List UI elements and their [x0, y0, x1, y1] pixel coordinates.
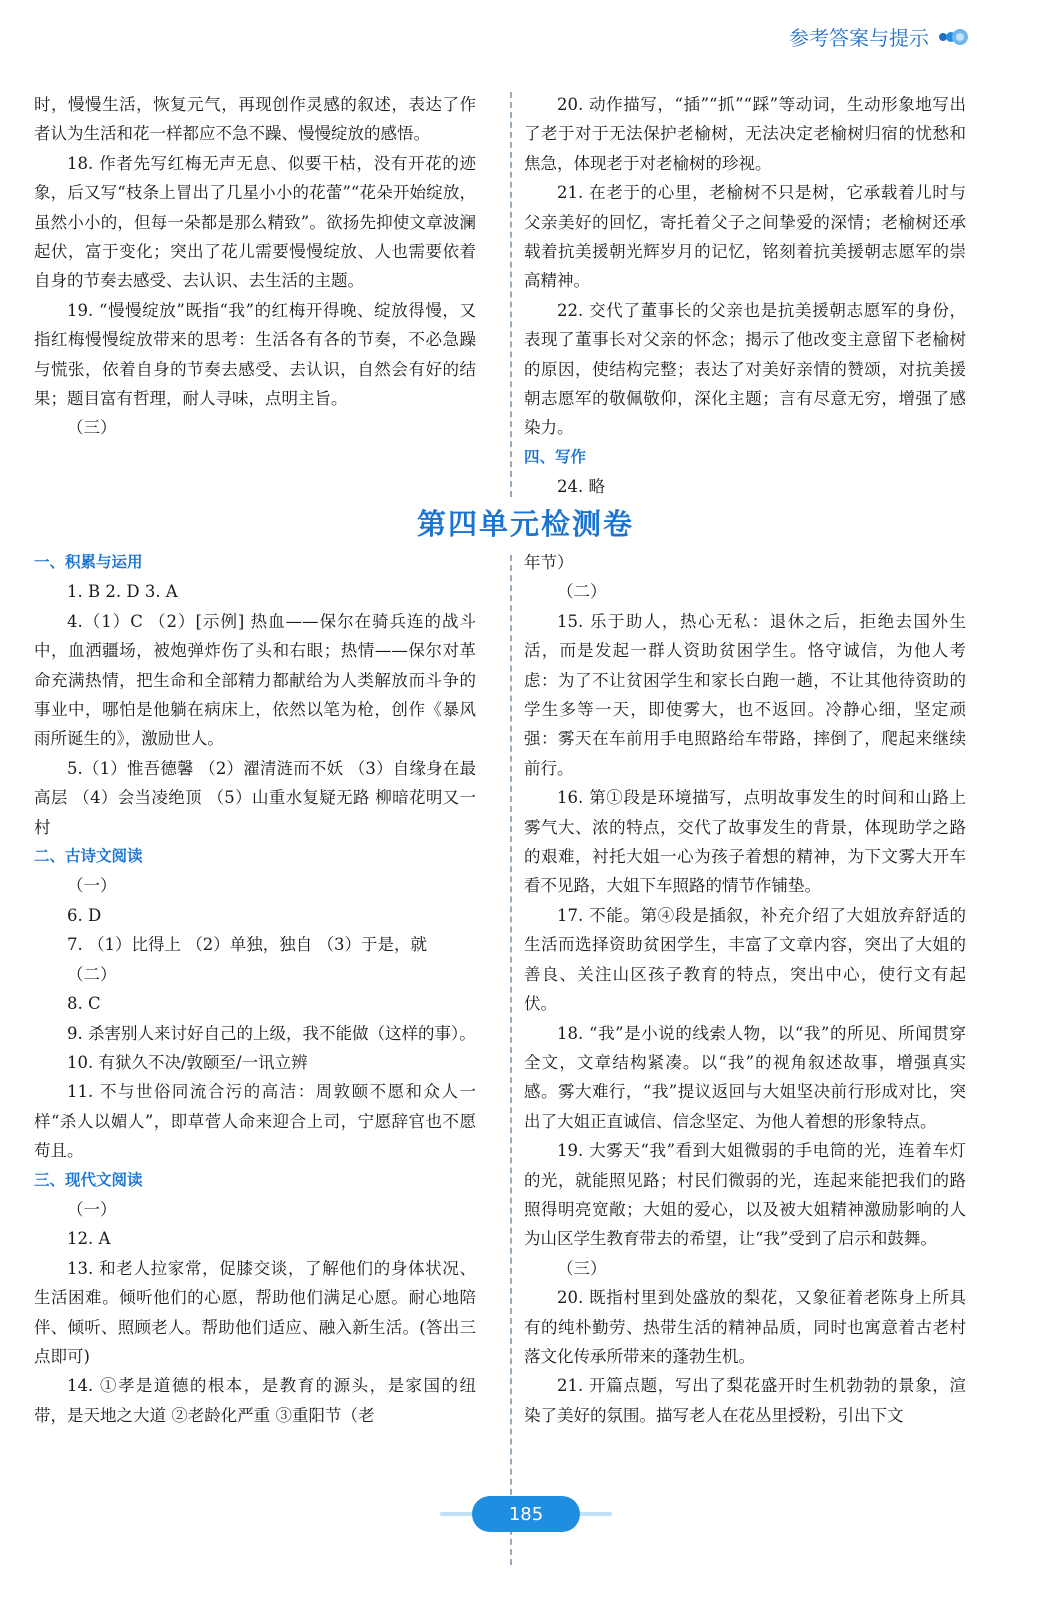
section-heading: 四、写作	[524, 447, 587, 466]
bottom-right-column	[524, 548, 966, 1430]
answer-paragraph: 21. 开篇点题，写出了梨花盛开时生机勃勃的景象，渲染了美好的氛围。描写老人在花丛里授粉，引出下文	[524, 1376, 966, 1425]
header-decoration-icon	[935, 26, 969, 48]
answer-paragraph: 8. C	[67, 994, 101, 1014]
section-heading: 一、积累与运用	[34, 553, 143, 571]
answer-paragraph: 16. 第①段是环境描写，点明故事发生的时间和山路上雾气大、浓的特点，交代了故事发生的背景，体现助学之路的艰难，衬托大姐一心为孩子着想的精神，为下文雾大开车看不见路，大姐下车照路的情节作铺垫。	[524, 788, 966, 896]
answer-paragraph: 12. A	[67, 1229, 111, 1249]
answer-paragraph: （三）	[67, 418, 117, 438]
answer-paragraph: 年节）	[524, 553, 574, 572]
bottom-left-column	[34, 548, 476, 1430]
section-heading: 二、古诗文阅读	[34, 847, 143, 866]
answer-paragraph: 7. （1）比得上 （2）单独，独自 （3）于是，就	[67, 935, 427, 955]
answer-paragraph: 21. 在老于的心里，老榆树不只是树，它承载着儿时与父亲美好的回忆，寄托着父子之间挚爱的深情；老榆树还承载着抗美援朝光辉岁月的记忆，铭刻着抗美援朝志愿军的崇高精神。	[524, 183, 966, 291]
answer-paragraph: 24. 略	[557, 477, 605, 497]
answer-paragraph: （一）	[67, 876, 117, 896]
answer-paragraph: 11. 不与世俗同流合污的高洁：周敦颐不愿和众人一样“杀人以媚人”，即草菅人命来迎合上司，宁愿辞官也不愿苟且。	[34, 1082, 476, 1161]
answer-paragraph: 18. “我”是小说的线索人物，以“我”的所见、所闻贯穿全文，文章结构紧凑。以“我”的视角叙述故事，增强真实感。雾大难行，“我”提议返回与大姐坚决前行形成对比，突出了大姐正直诚信、信念坚定、为他人着想的形象特点。	[524, 1023, 966, 1131]
header-title: 参考答案与提示	[789, 26, 929, 50]
answer-paragraph: 6. D	[67, 905, 102, 925]
answer-paragraph: 时，慢慢生活，恢复元气，再现创作灵感的叙述，表达了作者认为生活和花一样都应不急不躁、慢慢绽放的感悟。	[34, 95, 476, 144]
column-divider-bottom	[510, 555, 512, 1565]
section-heading: 三、现代文阅读	[34, 1170, 143, 1189]
answer-paragraph: 15. 乐于助人，热心无私：退休之后，拒绝去国外生活，而是发起一群人资助贫困学生。恪守诚信，为他人考虑：为了不让贫困学生和家长白跑一趟，不让其他待资助的学生多等一天，即使雾大，也不返回。冷静心细，坚定顽强：雾天在车前用手电照路给车带路，摔倒了，爬起来继续前行。	[524, 611, 966, 778]
answer-paragraph: （二）	[67, 964, 117, 984]
answer-paragraph: （三）	[557, 1258, 607, 1278]
answer-paragraph: 10. 有狱久不决/敦颐至/一讯立辨	[67, 1052, 308, 1072]
answer-paragraph: 1. B 2. D 3. A	[67, 582, 178, 602]
answer-paragraph: 22. 交代了董事长的父亲也是抗美援朝志愿军的身份，表现了董事长对父亲的怀念；揭示了他改变主意留下老榆树的原因，使结构完整；表达了对美好亲情的赞颂，对抗美援朝志愿军的敬佩敬仰，深化主题；言有尽意无穷，增强了感染力。	[524, 300, 966, 438]
answer-paragraph: 20. 既指村里到处盛放的梨花，又象征着老陈身上所具有的纯朴勤劳、热带生活的精神品质，同时也寓意着古老村落文化传承所带来的蓬勃生机。	[524, 1288, 966, 1366]
answer-paragraph: 14. ①孝是道德的根本，是教育的源头，是家国的纽带，是天地之大道 ②老龄化严重 ③重阳节（老	[34, 1376, 476, 1425]
answer-paragraph: 18. 作者先写红梅无声无息、似要干枯，没有开花的迹象，后又写“枝条上冒出了几星小小的花蕾”“花朵开始绽放，虽然小小的，但每一朵都是那么精致”。欲扬先抑使文章波澜起伏，富于变化；突出了花儿需要慢慢绽放、人也需要依着自身的节奏去感受、去认识、去生活的主题。	[34, 153, 476, 291]
answer-paragraph: 4.（1）C （2）[示例] 热血——保尔在骑兵连的战斗中，血洒疆场，被炮弹炸伤了头和右眼；热情——保尔对革命充满热情，把生命和全部精力都献给为人类解放而斗争的事业中，哪怕是他躺在病床上，依然以笔为枪，创作《暴风雨所诞生的》，激励世人。	[34, 611, 476, 749]
answer-paragraph: 9. 杀害别人来讨好自己的上级，我不能做（这样的事）。	[67, 1023, 476, 1043]
top-right-column	[524, 90, 966, 502]
answer-paragraph: 13. 和老人拉家常，促膝交谈，了解他们的身体状况、生活困难。倾听他们的心愿，帮助他们满足心愿。耐心地陪伴、倾听、照顾老人。帮助他们适应、融入新生活。(答出三点即可)	[34, 1258, 476, 1366]
page-header	[789, 22, 969, 51]
answer-paragraph: 5.（1）惟吾德馨 （2）濯清涟而不妖 （3）自缘身在最高层 （4）会当凌绝顶 （5）山重水复疑无路 柳暗花明又一村	[34, 758, 476, 837]
page-number: 185	[472, 1496, 580, 1532]
top-left-column	[34, 90, 476, 443]
answer-paragraph: 19. “慢慢绽放”既指“我”的红梅开得晚、绽放得慢，又指红梅慢慢绽放带来的思考：生活各有各的节奏，不必急躁与慌张，依着自身的节奏去感受、去认识，自然会有好的结果；题目富有哲理，耐人寻味，点明主旨。	[34, 300, 476, 409]
answer-paragraph: （二）	[557, 582, 607, 602]
column-divider-top	[510, 92, 512, 497]
answer-paragraph: 20. 动作描写，“插”“抓”“踩”等动词，生动形象地写出了老于对于无法保护老榆树，无法决定老榆树归宿的忧愁和焦急，体现老于对老榆树的珍视。	[524, 95, 966, 173]
answer-paragraph: 17. 不能。第④段是插叙，补充介绍了大姐放弃舒适的生活而选择资助贫困学生，丰富了文章内容，突出了大姐的善良、关注山区孩子教育的特点，突出中心，使行文有起伏。	[524, 905, 966, 1014]
answer-paragraph: （一）	[67, 1199, 117, 1219]
answer-paragraph: 19. 大雾天“我”看到大姐微弱的手电筒的光，连着车灯的光，就能照见路；村民们微弱的光，连起来能把我们的路照得明亮宽敞；大姐的爱心，以及被大姐精神激励影响的人为山区学生教育带去的希望，让“我”受到了启示和鼓舞。	[524, 1141, 966, 1249]
unit-title: 第四单元检测卷	[416, 507, 634, 541]
